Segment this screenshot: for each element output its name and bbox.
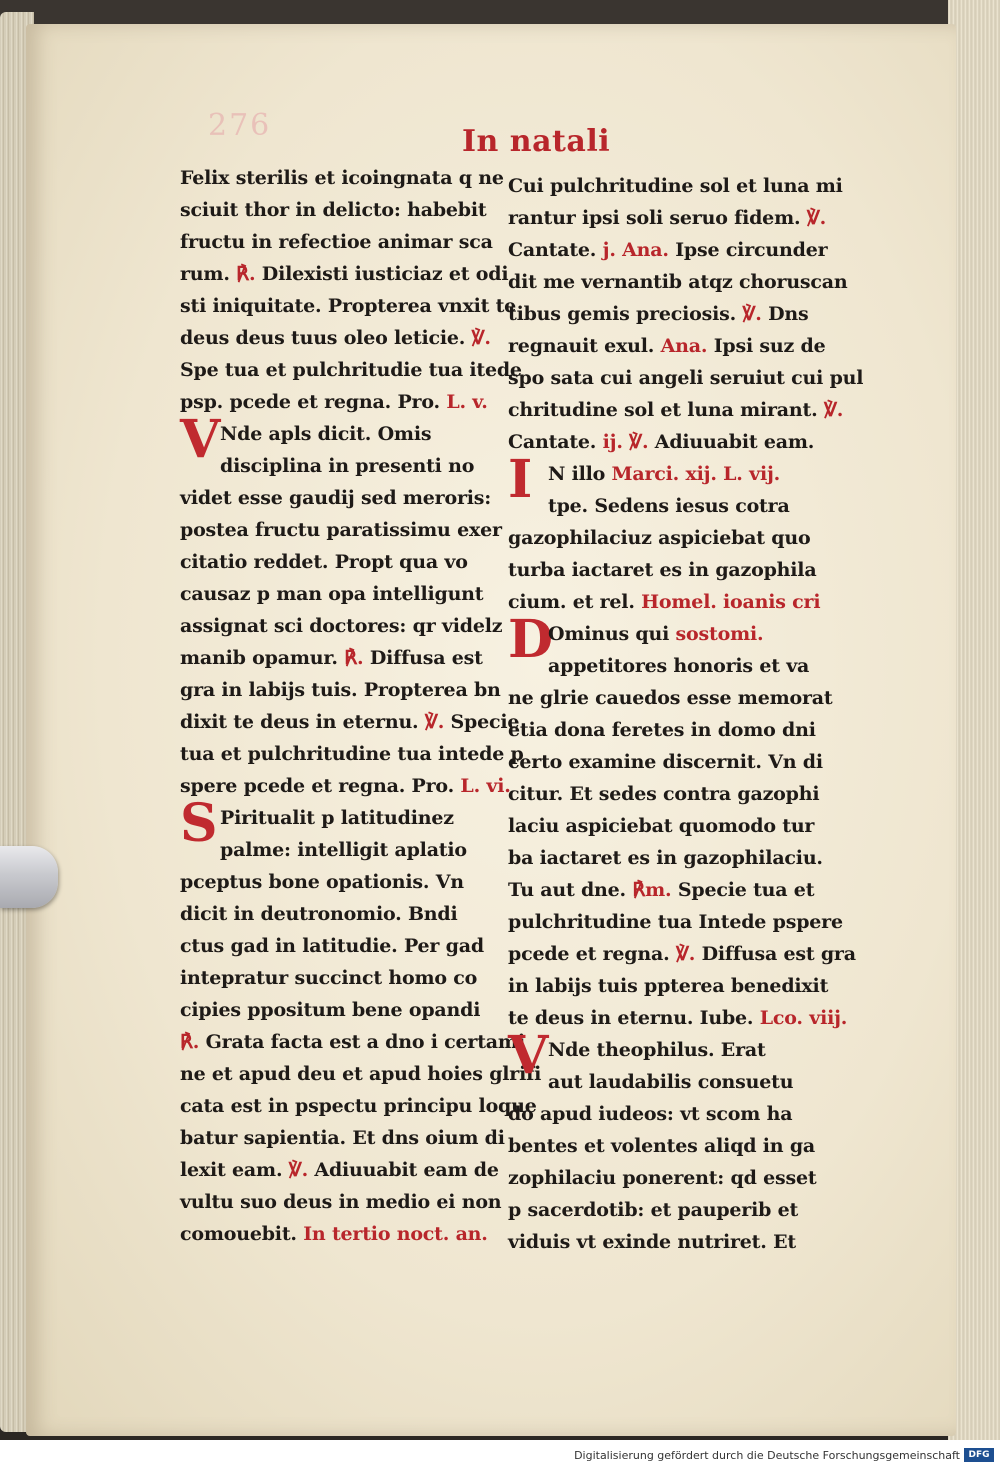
line-text: te deus in eternu. Iube. bbox=[508, 1007, 760, 1029]
text-line bbox=[180, 162, 502, 194]
text-line bbox=[180, 994, 502, 1026]
text-line bbox=[180, 1090, 537, 1122]
line-text: certo examine discernit. Vn di bbox=[508, 751, 823, 773]
text-line bbox=[508, 1226, 854, 1258]
text-line bbox=[508, 970, 854, 1002]
line-text: chritudine sol et luna mirant. bbox=[508, 399, 824, 421]
text-line bbox=[180, 546, 502, 578]
line-text: aut laudabilis consuetu bbox=[548, 1071, 794, 1093]
text-column-right bbox=[508, 170, 864, 1258]
rubric-text: ℟m. bbox=[632, 879, 672, 901]
rubric-text: ij. ℣. bbox=[602, 431, 649, 453]
line-text: ne et apud deu et apud hoies glrifi bbox=[180, 1063, 542, 1085]
text-line bbox=[180, 706, 520, 738]
text-line bbox=[180, 578, 502, 610]
text-line bbox=[180, 770, 511, 802]
funding-note: Digitalisierung gefördert durch die Deutsche Forschungsgemeinschaft bbox=[574, 1449, 960, 1462]
line-text: Cantate. bbox=[508, 431, 603, 453]
line-text: fructu in refectioe animar sca bbox=[180, 231, 493, 253]
line-text: pulchritudine tua Intede pspere bbox=[508, 911, 843, 933]
line-text: rum. bbox=[180, 263, 237, 285]
decorated-initial: S bbox=[180, 793, 218, 854]
text-line bbox=[180, 226, 502, 258]
line-text-tail: Diffusa est bbox=[363, 647, 483, 669]
line-text: regnauit exul. bbox=[508, 335, 661, 357]
text-line bbox=[180, 450, 502, 482]
decorated-initial: V bbox=[180, 409, 221, 470]
text-line bbox=[508, 1130, 854, 1162]
line-text: gra in labijs tuis. Propterea bn bbox=[180, 679, 501, 701]
text-line bbox=[180, 610, 502, 642]
rubric-text: L. v. bbox=[446, 391, 488, 413]
dfg-logo: DFG bbox=[964, 1448, 994, 1462]
text-line bbox=[180, 834, 502, 866]
text-line bbox=[508, 810, 854, 842]
line-text: citur. Et sedes contra gazophi bbox=[508, 783, 820, 805]
line-text: spo sata cui angeli seruiut cui pul bbox=[508, 367, 864, 389]
rubric-text: ℣. bbox=[823, 399, 844, 421]
line-text: appetitores honoris et va bbox=[548, 655, 810, 677]
rubric-text: Ana. bbox=[660, 335, 708, 357]
line-text: Nde theophilus. Erat bbox=[548, 1039, 766, 1061]
line-text: spere pcede et regna. Pro. bbox=[180, 775, 461, 797]
rubric-text: ℟. bbox=[236, 263, 256, 285]
text-line bbox=[180, 290, 517, 322]
text-line bbox=[508, 1194, 854, 1226]
rubric-text: In tertio noct. an. bbox=[303, 1223, 488, 1245]
text-line bbox=[508, 1098, 854, 1130]
text-line bbox=[508, 330, 854, 362]
line-text: do apud iudeos: vt scom ha bbox=[508, 1103, 793, 1125]
line-text: vultu suo deus in medio ei non bbox=[180, 1191, 502, 1213]
text-line bbox=[508, 362, 864, 394]
line-text: Piritualit p latitudinez bbox=[220, 807, 454, 829]
text-line bbox=[180, 898, 502, 930]
text-line bbox=[180, 258, 509, 290]
line-text-tail: Adiuuabit eam. bbox=[648, 431, 815, 453]
text-line bbox=[180, 642, 502, 674]
line-text: in labijs tuis ppterea benedixit bbox=[508, 975, 829, 997]
rubric-text: ℣. bbox=[806, 207, 827, 229]
rubric-text: ℣. bbox=[288, 1159, 308, 1181]
line-text-tail: Specie tua et bbox=[671, 879, 815, 901]
line-text: etia dona feretes in domo dni bbox=[508, 719, 816, 741]
text-line bbox=[508, 170, 854, 202]
line-text: lexit eam. bbox=[180, 1159, 289, 1181]
text-line bbox=[180, 322, 502, 354]
text-line bbox=[180, 354, 522, 386]
text-line bbox=[508, 522, 854, 554]
text-line bbox=[180, 866, 502, 898]
line-text: comouebit. bbox=[180, 1223, 304, 1245]
text-line bbox=[180, 930, 502, 962]
line-text: pceptus bone opationis. Vn bbox=[180, 871, 464, 893]
line-text: dixit te deus in eternu. bbox=[180, 711, 425, 733]
text-line bbox=[180, 386, 502, 418]
text-line bbox=[508, 746, 854, 778]
rubric-text: Marci. xij. L. vij. bbox=[611, 463, 781, 485]
line-text: psp. pcede et regna. Pro. bbox=[180, 391, 447, 413]
line-text: cata est in pspectu principu loque bbox=[180, 1095, 537, 1117]
line-text: ba iactaret es in gazophilaciu. bbox=[508, 847, 823, 869]
line-text: laciu aspiciebat quomodo tur bbox=[508, 815, 815, 837]
text-line bbox=[180, 1058, 542, 1090]
text-line bbox=[508, 426, 854, 458]
text-line bbox=[508, 682, 854, 714]
rubric-text: Homel. ioanis cri bbox=[641, 591, 821, 613]
line-text: intepratur succinct homo co bbox=[180, 967, 478, 989]
text-line bbox=[180, 194, 502, 226]
line-text: Nde apls dicit. Omis bbox=[220, 423, 432, 445]
text-line bbox=[508, 394, 854, 426]
footer-bar bbox=[0, 1440, 1000, 1473]
text-line bbox=[180, 1186, 502, 1218]
line-text: palme: intelligit aplatio bbox=[220, 839, 467, 861]
line-text: batur sapientia. Et dns oium di bbox=[180, 1127, 505, 1149]
text-line bbox=[508, 234, 854, 266]
rubric-text: Lco. viij. bbox=[759, 1007, 848, 1029]
text-line bbox=[180, 514, 502, 546]
line-text: p sacerdotib: et pauperib et bbox=[508, 1199, 799, 1221]
text-line bbox=[508, 1002, 854, 1034]
line-text: tua et pulchritudine tua intede p bbox=[180, 743, 524, 765]
decorated-initial: I bbox=[508, 449, 533, 510]
text-line bbox=[180, 1122, 505, 1154]
rubric-text: ℟. bbox=[344, 647, 364, 669]
line-text: bentes et volentes aliqd in ga bbox=[508, 1135, 816, 1157]
text-line bbox=[508, 266, 854, 298]
text-line bbox=[508, 938, 854, 970]
text-line bbox=[180, 1154, 502, 1186]
rubric-text: ℣. bbox=[471, 327, 491, 349]
running-head: In natali bbox=[462, 124, 611, 159]
line-text: ctus gad in latitudie. Per gad bbox=[180, 935, 484, 957]
line-text: dit me vernantib atqz choruscan bbox=[508, 271, 848, 293]
line-text: cipies ppositum bene opandi bbox=[180, 999, 481, 1021]
line-text: sciuit thor in delicto: habebit bbox=[180, 199, 487, 221]
line-text: disciplina in presenti no bbox=[220, 455, 475, 477]
decorated-initial: V bbox=[508, 1025, 549, 1086]
line-text: citatio reddet. Propt qua vo bbox=[180, 551, 468, 573]
text-line bbox=[508, 554, 854, 586]
line-text: Spe tua et pulchritudie tua itede bbox=[180, 359, 522, 381]
line-text: Cui pulchritudine sol et luna mi bbox=[508, 175, 843, 197]
rubric-text: ℣. bbox=[675, 943, 696, 965]
decorated-initial: D bbox=[508, 609, 553, 670]
text-column-left bbox=[180, 162, 542, 1250]
rubric-text: j. Ana. bbox=[602, 239, 669, 261]
line-text: N illo bbox=[548, 463, 612, 485]
text-line bbox=[508, 1162, 854, 1194]
line-text: rantur ipsi soli seruo fidem. bbox=[508, 207, 807, 229]
page-clip bbox=[0, 846, 58, 908]
line-text: causaz p man opa intelligunt bbox=[180, 583, 484, 605]
text-line bbox=[508, 490, 854, 522]
line-text: manib opamur. bbox=[180, 647, 345, 669]
line-text: tibus gemis preciosis. bbox=[508, 303, 743, 325]
text-line bbox=[508, 842, 854, 874]
line-text: tpe. Sedens iesus cotra bbox=[548, 495, 790, 517]
line-text-tail: Diffusa est gra bbox=[695, 943, 856, 965]
text-line bbox=[508, 874, 854, 906]
show-through-folio: 276 bbox=[208, 108, 272, 143]
line-text: cium. et rel. bbox=[508, 591, 642, 613]
line-text: ne glrie cauedos esse memorat bbox=[508, 687, 833, 709]
text-line bbox=[508, 202, 854, 234]
text-line bbox=[508, 778, 854, 810]
rubric-text: ℟. bbox=[180, 1031, 200, 1053]
line-text: Ominus qui bbox=[548, 623, 676, 645]
line-text: Felix sterilis et icoingnata q ne bbox=[180, 167, 504, 189]
line-text: Tu aut dne. bbox=[508, 879, 633, 901]
text-line bbox=[508, 1066, 854, 1098]
text-line bbox=[180, 1026, 525, 1058]
rubric-text: ℣. bbox=[424, 711, 445, 733]
text-line bbox=[508, 906, 854, 938]
rubric-text: ℣. bbox=[742, 303, 762, 325]
line-text: zophilaciu ponerent: qd esset bbox=[508, 1167, 817, 1189]
line-text: sti iniquitate. Propterea vnxit te bbox=[180, 295, 517, 317]
text-line bbox=[180, 962, 502, 994]
text-line bbox=[180, 674, 502, 706]
line-text-tail: Specie bbox=[444, 711, 520, 733]
line-text-tail: Dns bbox=[761, 303, 809, 325]
line-text: pcede et regna. bbox=[508, 943, 676, 965]
line-text-tail: Adiuuabit eam de bbox=[308, 1159, 499, 1181]
line-text-tail: Ipsi suz de bbox=[707, 335, 826, 357]
line-text: assignat sci doctores: qr videlz bbox=[180, 615, 503, 637]
text-line bbox=[180, 482, 502, 514]
line-text-tail: Dilexisti iusticiaz et odi bbox=[255, 263, 509, 285]
line-text: deus deus tuus oleo leticie. bbox=[180, 327, 472, 349]
line-text: Cantate. bbox=[508, 239, 603, 261]
line-text: postea fructu paratissimu exer bbox=[180, 519, 502, 541]
line-text: viduis vt exinde nutriret. Et bbox=[508, 1231, 796, 1253]
line-text: videt esse gaudij sed meroris: bbox=[180, 487, 492, 509]
line-text: gazophilaciuz aspiciebat quo bbox=[508, 527, 811, 549]
rubric-text: L. vi. bbox=[460, 775, 511, 797]
line-text-tail: Grata facta est a dno i certami bbox=[199, 1031, 525, 1053]
text-line bbox=[508, 650, 854, 682]
text-line bbox=[508, 714, 854, 746]
line-text-tail: Ipse circunder bbox=[668, 239, 828, 261]
text-line bbox=[180, 738, 524, 770]
text-line bbox=[508, 586, 854, 618]
line-text: turba iactaret es in gazophila bbox=[508, 559, 817, 581]
text-line bbox=[180, 1218, 502, 1250]
rubric-text: sostomi. bbox=[675, 623, 764, 645]
text-line bbox=[508, 298, 854, 330]
line-text: dicit in deutronomio. Bndi bbox=[180, 903, 458, 925]
